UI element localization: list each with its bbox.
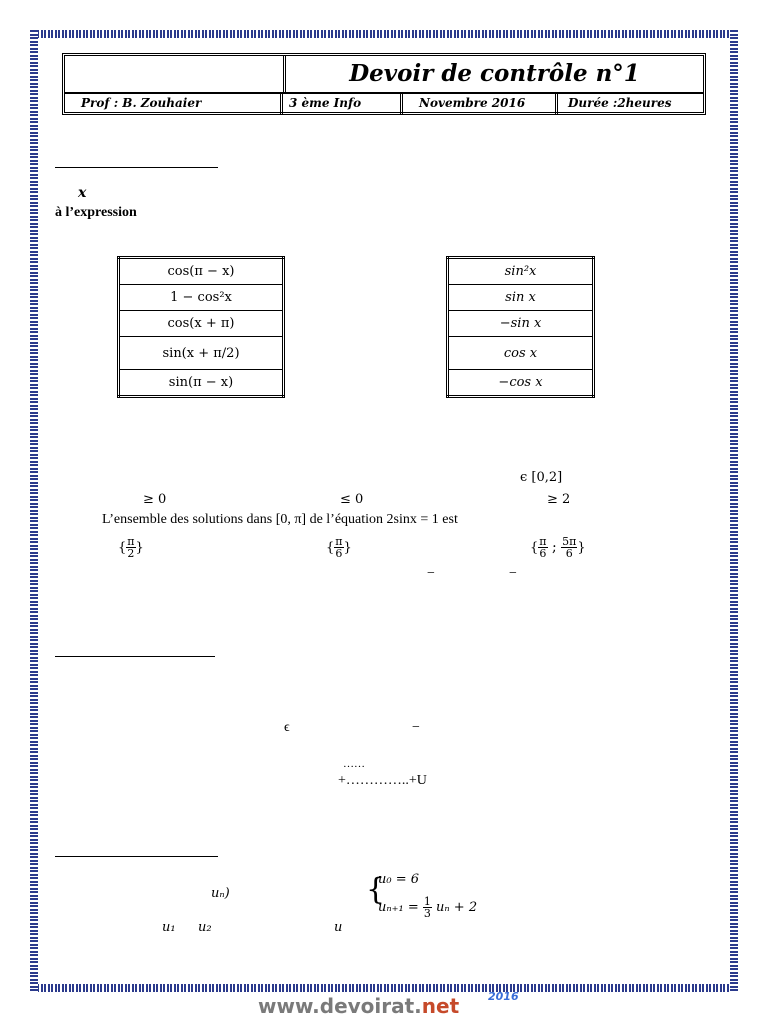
header-empty-cell [65,56,286,92]
frac-den: 6 [565,547,573,560]
epsilon-symbol: ϵ [284,720,290,735]
expr-cell: cos(x + π) [119,311,284,337]
solution-b: { $\frac{\pi}{6}$ } [326,535,352,560]
page-title: Devoir de contrôle n°1 [349,60,640,87]
frac-num: π [539,535,547,548]
expr-cell: 1 − cos²x [119,285,284,311]
result-cell: cos x [448,337,594,370]
dots: …… [343,758,365,770]
frac-den: 6 [539,547,547,560]
result-cell: −sin x [448,311,594,337]
header-row-info [65,93,703,114]
header-table [62,53,706,115]
exam-date: Novembre 2016 [403,93,558,114]
logo-tld: net [421,994,460,1018]
frac-num: 5π [562,535,577,548]
option-b: ≤ 0 [340,492,364,507]
expr-cell: cos(π − x) [119,258,284,285]
recurrence-lhs: uₙ₊₁ = [378,900,423,915]
solution-a: { $\frac{\pi}{2}$ } [118,535,144,560]
term-u: u [334,920,343,935]
result-cell: sin²x [448,258,594,285]
question-text: L’ensemble des solutions dans [0, π] de l’équation 2sinx = 1 est [102,512,458,527]
border-left [30,30,38,992]
term-u2: u₂ [198,920,212,935]
exercise1-heading-rule [55,167,218,168]
expr-cell: sin(x + π/2) [119,337,284,370]
frac-den: 3 [423,907,431,920]
option-a: ≥ 0 [143,492,167,507]
dash-mark: − [412,720,420,735]
interval-label: ϵ [0,2] [520,470,563,485]
logo-text: www.devoirat. [258,994,422,1018]
frac-den: 6 [335,547,343,560]
border-bottom [30,984,738,992]
sum-expression: +…………..+U [338,773,427,788]
recurrence [378,896,477,919]
exam-duration: Durée :2heures [568,96,672,110]
site-logo[interactable] [258,990,528,1020]
exercise3-heading-rule [55,856,218,857]
system-brace: { [366,872,386,907]
exercise2-heading-rule [55,656,215,657]
dash-mark: − [427,566,435,581]
header-row-title [65,56,703,94]
left-expression-table [117,256,285,398]
initial-term: u₀ = 6 [378,872,420,887]
teacher-name: Prof : B. Zouhaier [65,93,283,114]
border-top [30,30,738,38]
frac-num: 1 [423,895,431,908]
border-right [730,30,738,992]
option-c: ≥ 2 [547,492,571,507]
frac-num: π [335,535,343,548]
class-level: 3 ème Info [283,93,403,114]
result-cell: sin x [448,285,594,311]
variable-x: x [78,185,87,201]
term-u1: u₁ [162,920,176,935]
exercise1-prompt: à l’expression [55,205,137,220]
recurrence-rhs: uₙ + 2 [436,900,478,915]
separator: ; [551,539,557,556]
sequence-name: uₙ) [211,886,230,901]
solution-c: { $\frac{\pi}{6}$ ; $\frac{5\pi}{6}$ } [530,535,586,560]
page-border [30,30,738,992]
expr-cell: sin(π − x) [119,370,284,397]
dash-mark: − [509,566,517,581]
logo-year: 2016 [488,990,519,1003]
frac-den: 2 [127,547,135,560]
frac-num: π [127,535,135,548]
result-cell: −cos x [448,370,594,397]
right-expression-table [446,256,595,398]
